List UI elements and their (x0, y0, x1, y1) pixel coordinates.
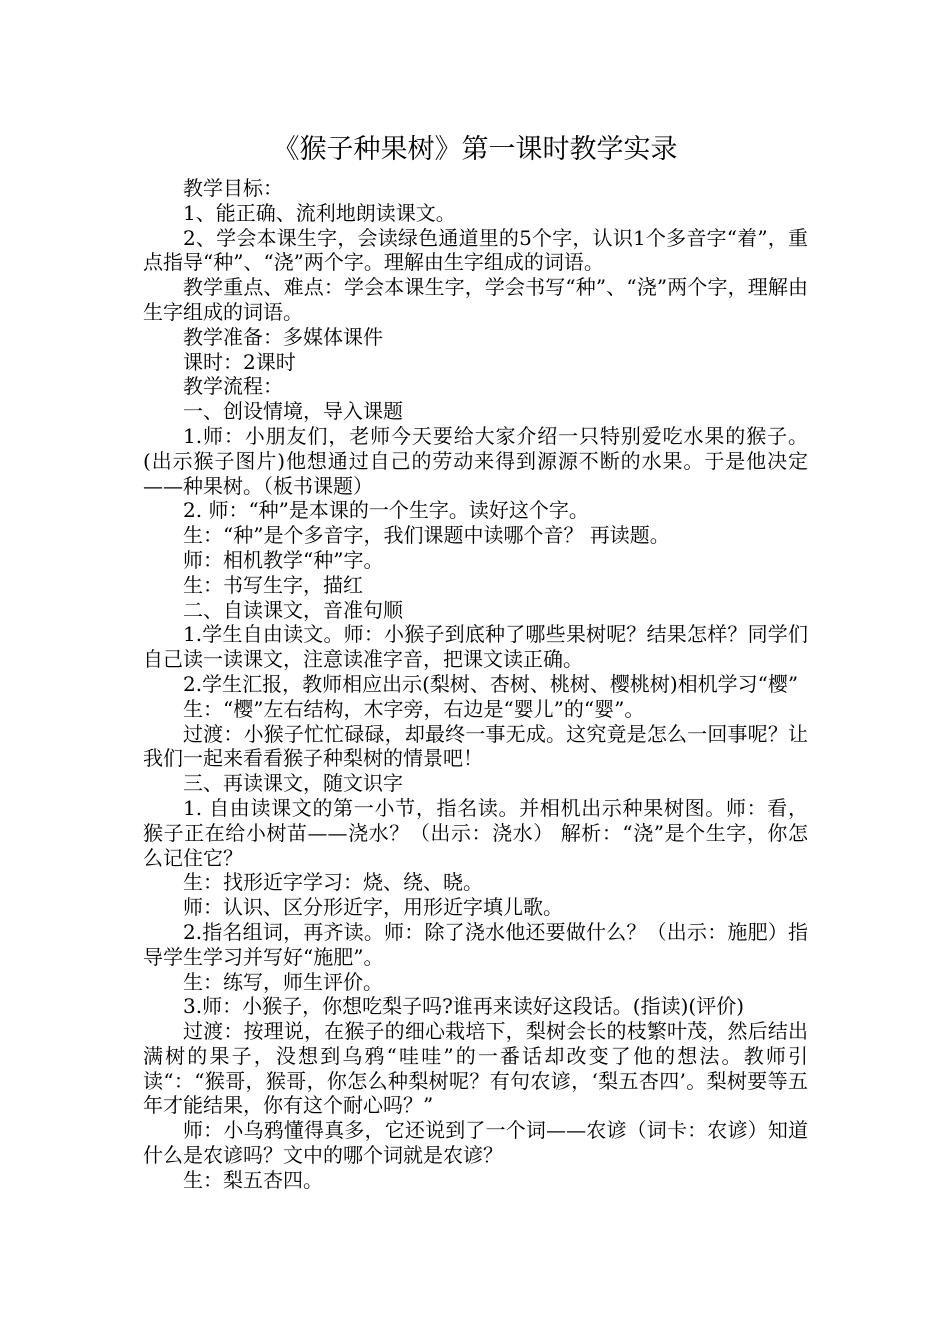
paragraph: 1、能正确、流利地朗读课文。 (183, 200, 456, 225)
paragraph: 生：梨五杏四。 (183, 1167, 323, 1192)
paragraph: 3.师：小猴子，你想吃梨子吗?谁再来读好这段话。(指读)(评价) (183, 994, 745, 1019)
paragraph: 1.师：小朋友们，老师今天要给大家介绍一只特别爱吃水果的猴子。(出示猴子图片)他想通过自己的劳动来得到源源不断的水果。于是他决定——种果树。（板书课题） (143, 423, 808, 498)
document-title: 《猴子种果树》第一课时教学实录 (272, 134, 678, 165)
paragraph: 2. 师：“种”是本课的一个生字。读好这个字。 (183, 498, 589, 523)
paragraph: 过渡：按理说，在猴子的细心栽培下，梨树会长的枝繁叶茂，然后结出满树的果子，没想到乌鸦“哇哇”的一番话却改变了他的想法。教师引读“：“猴哥，猴哥，你怎么种梨树呢？有句农谚，‘梨五杏四’。梨树要等五年才能结果，你有这个耐心吗？” (143, 1019, 808, 1118)
paragraph: 教学准备：多媒体课件 (183, 324, 383, 349)
paragraph: 生：“樱”左右结构，木字旁，右边是“婴儿”的“婴”。 (183, 696, 645, 721)
paragraph: 生：“种”是个多音字，我们课题中读哪个音？ 再读题。 (183, 523, 670, 548)
paragraph: 2.指名组词，再齐读。师：除了浇水他还要做什么？（出示：施肥）指导学生学习并写好“施肥”。 (143, 919, 808, 969)
paragraph: 1.学生自由读文。师：小猴子到底种了哪些果树呢？结果怎样？同学们自己读一读课文，注意读准字音，把课文读正确。 (143, 622, 808, 672)
paragraph: 2.学生汇报，教师相应出示(梨树、杏树、桃树、樱桃树)相机学习“樱” (183, 671, 799, 696)
paragraph: 生：找形近字学习：烧、绕、晓。 (183, 870, 483, 895)
paragraph: 师：小乌鸦懂得真多，它还说到了一个词——农谚（词卡：农谚）知道什么是农谚吗？文中的哪个词就是农谚？ (143, 1118, 808, 1168)
paragraph: 1. 自由读课文的第一小节，指名读。并相机出示种果树图。师：看，猴子正在给小树苗——浇水？（出示：浇水） 解析：“浇”是个生字，你怎么记住它？ (143, 795, 808, 870)
paragraph: 2、学会本课生字，会读绿色通道里的5个字，认识1个多音字“着”，重点指导“种”、“浇”两个字。理解由生字组成的词语。 (143, 225, 808, 275)
paragraph: 教学目标： (183, 176, 283, 200)
paragraph: 过渡：小猴子忙忙碌碌，却最终一事无成。这究竟是怎么一回事呢？让我们一起来看看猴子种梨树的情景吧！ (143, 721, 808, 771)
section-heading: 二、自读课文，音准句顺 (183, 597, 403, 622)
paragraph: 生：书写生字，描红 (183, 572, 363, 597)
section-heading: 一、创设情境，导入课题 (183, 399, 403, 424)
paragraph: 课时：2课时 (183, 349, 296, 374)
paragraph: 生：练写，师生评价。 (183, 969, 383, 994)
paragraph: 教学流程： (183, 374, 283, 399)
paragraph: 师：认识、区分形近字，用形近字填儿歌。 (183, 895, 563, 920)
section-heading: 三、再读课文，随文识字 (183, 771, 403, 796)
document-body (143, 176, 808, 1193)
paragraph: 教学重点、难点：学会本课生字，学会书写“种”、“浇”两个字，理解由生字组成的词语。 (143, 275, 808, 324)
paragraph: 师：相机教学“种”字。 (183, 547, 384, 572)
